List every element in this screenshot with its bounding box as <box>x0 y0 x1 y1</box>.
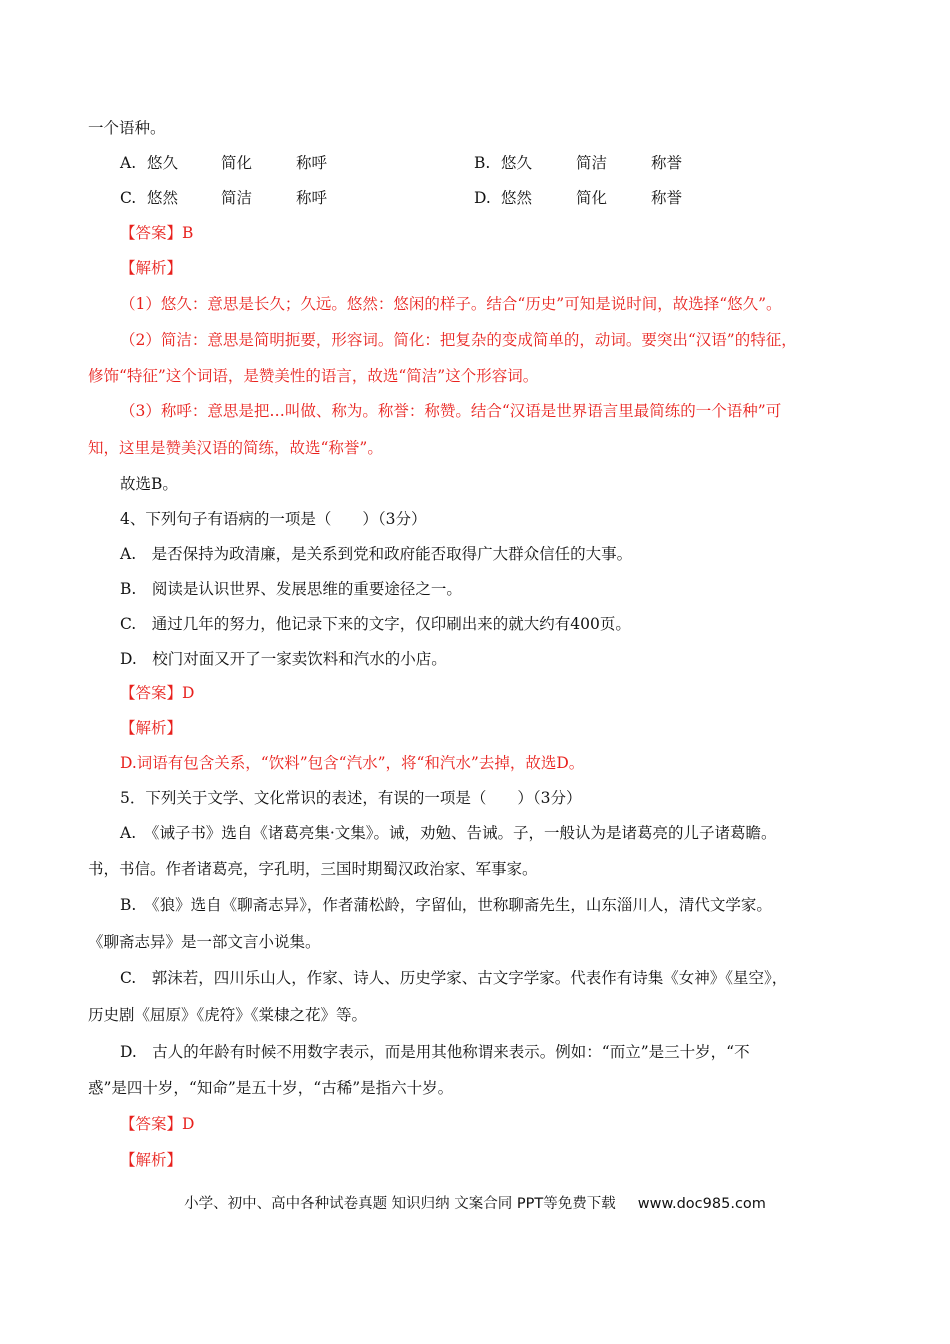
analysis-text: 知，这里是赞美汉语的简练，故选“称誉”。 <box>88 439 383 457</box>
footer-url[interactable]: www.doc985.com <box>637 1196 766 1212</box>
question-option: B. 《狼》选自《聊斋志异》，作者蒲松龄，字留仙，世称聊斋先生，山东淄川人，清代文学家。 <box>120 896 772 914</box>
question-option-continued: 书，书信。作者诸葛亮，字孔明，三国时期蜀汉政治家、军事家。 <box>88 860 538 878</box>
option-word: 简洁 <box>221 189 253 207</box>
continuation-line: 一个语种。 <box>88 119 166 137</box>
question-option-continued: 历史剧《屈原》《虎符》《棠棣之花》等。 <box>88 1006 368 1024</box>
option-word: 简洁 <box>576 154 608 172</box>
question-option: A. 是否保持为政清廉，是关系到党和政府能否取得广大群众信任的大事。 <box>120 545 633 563</box>
option-word: 悠久 <box>501 154 533 172</box>
answer-label: 【答案】D <box>120 1115 195 1133</box>
analysis-text: 修饰“特征”这个词语，是赞美性的语言，故选“简洁”这个形容词。 <box>88 367 539 385</box>
option-d <box>474 188 683 208</box>
question-option-continued: 《聊斋志异》是一部文言小说集。 <box>88 933 321 951</box>
option-word: 悠然 <box>501 189 533 207</box>
option-label: C. <box>120 189 137 207</box>
option-a <box>120 153 328 173</box>
footer-text: 小学、初中、高中各种试卷真题 知识归纳 文案合同 PPT等免费下载 <box>184 1196 616 1212</box>
analysis-label: 【解析】 <box>120 259 183 277</box>
question-stem: 4、下列句子有语病的一项是（ ）（3分） <box>120 510 427 528</box>
answer-label: 【答案】B <box>120 224 194 242</box>
option-label: B. <box>474 154 491 172</box>
question-option-continued: 惑”是四十岁，“知命”是五十岁，“古稀”是指六十岁。 <box>88 1079 454 1097</box>
conclusion-text: 故选B。 <box>120 475 178 493</box>
analysis-label: 【解析】 <box>120 719 183 737</box>
option-word: 称呼 <box>296 189 328 207</box>
analysis-text: （1）悠久：意思是长久；久远。悠然：悠闲的样子。结合“历史”可知是说时间，故选择“悠久”。 <box>120 295 782 313</box>
analysis-label: 【解析】 <box>120 1151 183 1169</box>
question-option: D. 古人的年龄有时候不用数字表示，而是用其他称谓来表示。例如：“而立”是三十岁，“不 <box>120 1043 750 1061</box>
question-option: C. 通过几年的努力，他记录下来的文字，仅印刷出来的就大约有400页。 <box>120 615 631 633</box>
option-word: 悠久 <box>147 154 179 172</box>
answer-label: 【答案】D <box>120 684 195 702</box>
analysis-text: （3）称呼：意思是把…叫做、称为。称誉：称赞。结合“汉语是世界语言里最简练的一个语种”可 <box>120 402 782 420</box>
option-b <box>474 153 683 173</box>
page-footer <box>0 1192 950 1213</box>
option-word: 称誉 <box>651 154 683 172</box>
option-label: A. <box>120 154 137 172</box>
option-label: D. <box>474 189 491 207</box>
question-option: B. 阅读是认识世界、发展思维的重要途径之一。 <box>120 580 462 598</box>
question-option: C. 郭沫若，四川乐山人，作家、诗人、历史学家、古文字学家。代表作有诗集《女神》《星空》， <box>120 969 788 987</box>
option-c <box>120 188 328 208</box>
option-word: 称誉 <box>651 189 683 207</box>
question-stem: 5．下列关于文学、文化常识的表述，有误的一项是（ ）（3分） <box>120 789 582 807</box>
question-option: A. 《诫子书》选自《诸葛亮集·文集》。诫，劝勉、告诫。子，一般认为是诸葛亮的儿子诸葛瞻。 <box>120 824 777 842</box>
analysis-text: D.词语有包含关系，“饮料”包含“汽水”，将“和汽水”去掉，故选D。 <box>120 754 585 772</box>
analysis-text: （2）简洁：意思是简明扼要，形容词。简化：把复杂的变成简单的，动词。要突出“汉语”的特征， <box>120 331 797 349</box>
option-word: 称呼 <box>296 154 328 172</box>
option-word: 悠然 <box>147 189 179 207</box>
option-word: 简化 <box>576 189 608 207</box>
question-option: D. 校门对面又开了一家卖饮料和汽水的小店。 <box>120 650 447 668</box>
option-word: 简化 <box>221 154 253 172</box>
